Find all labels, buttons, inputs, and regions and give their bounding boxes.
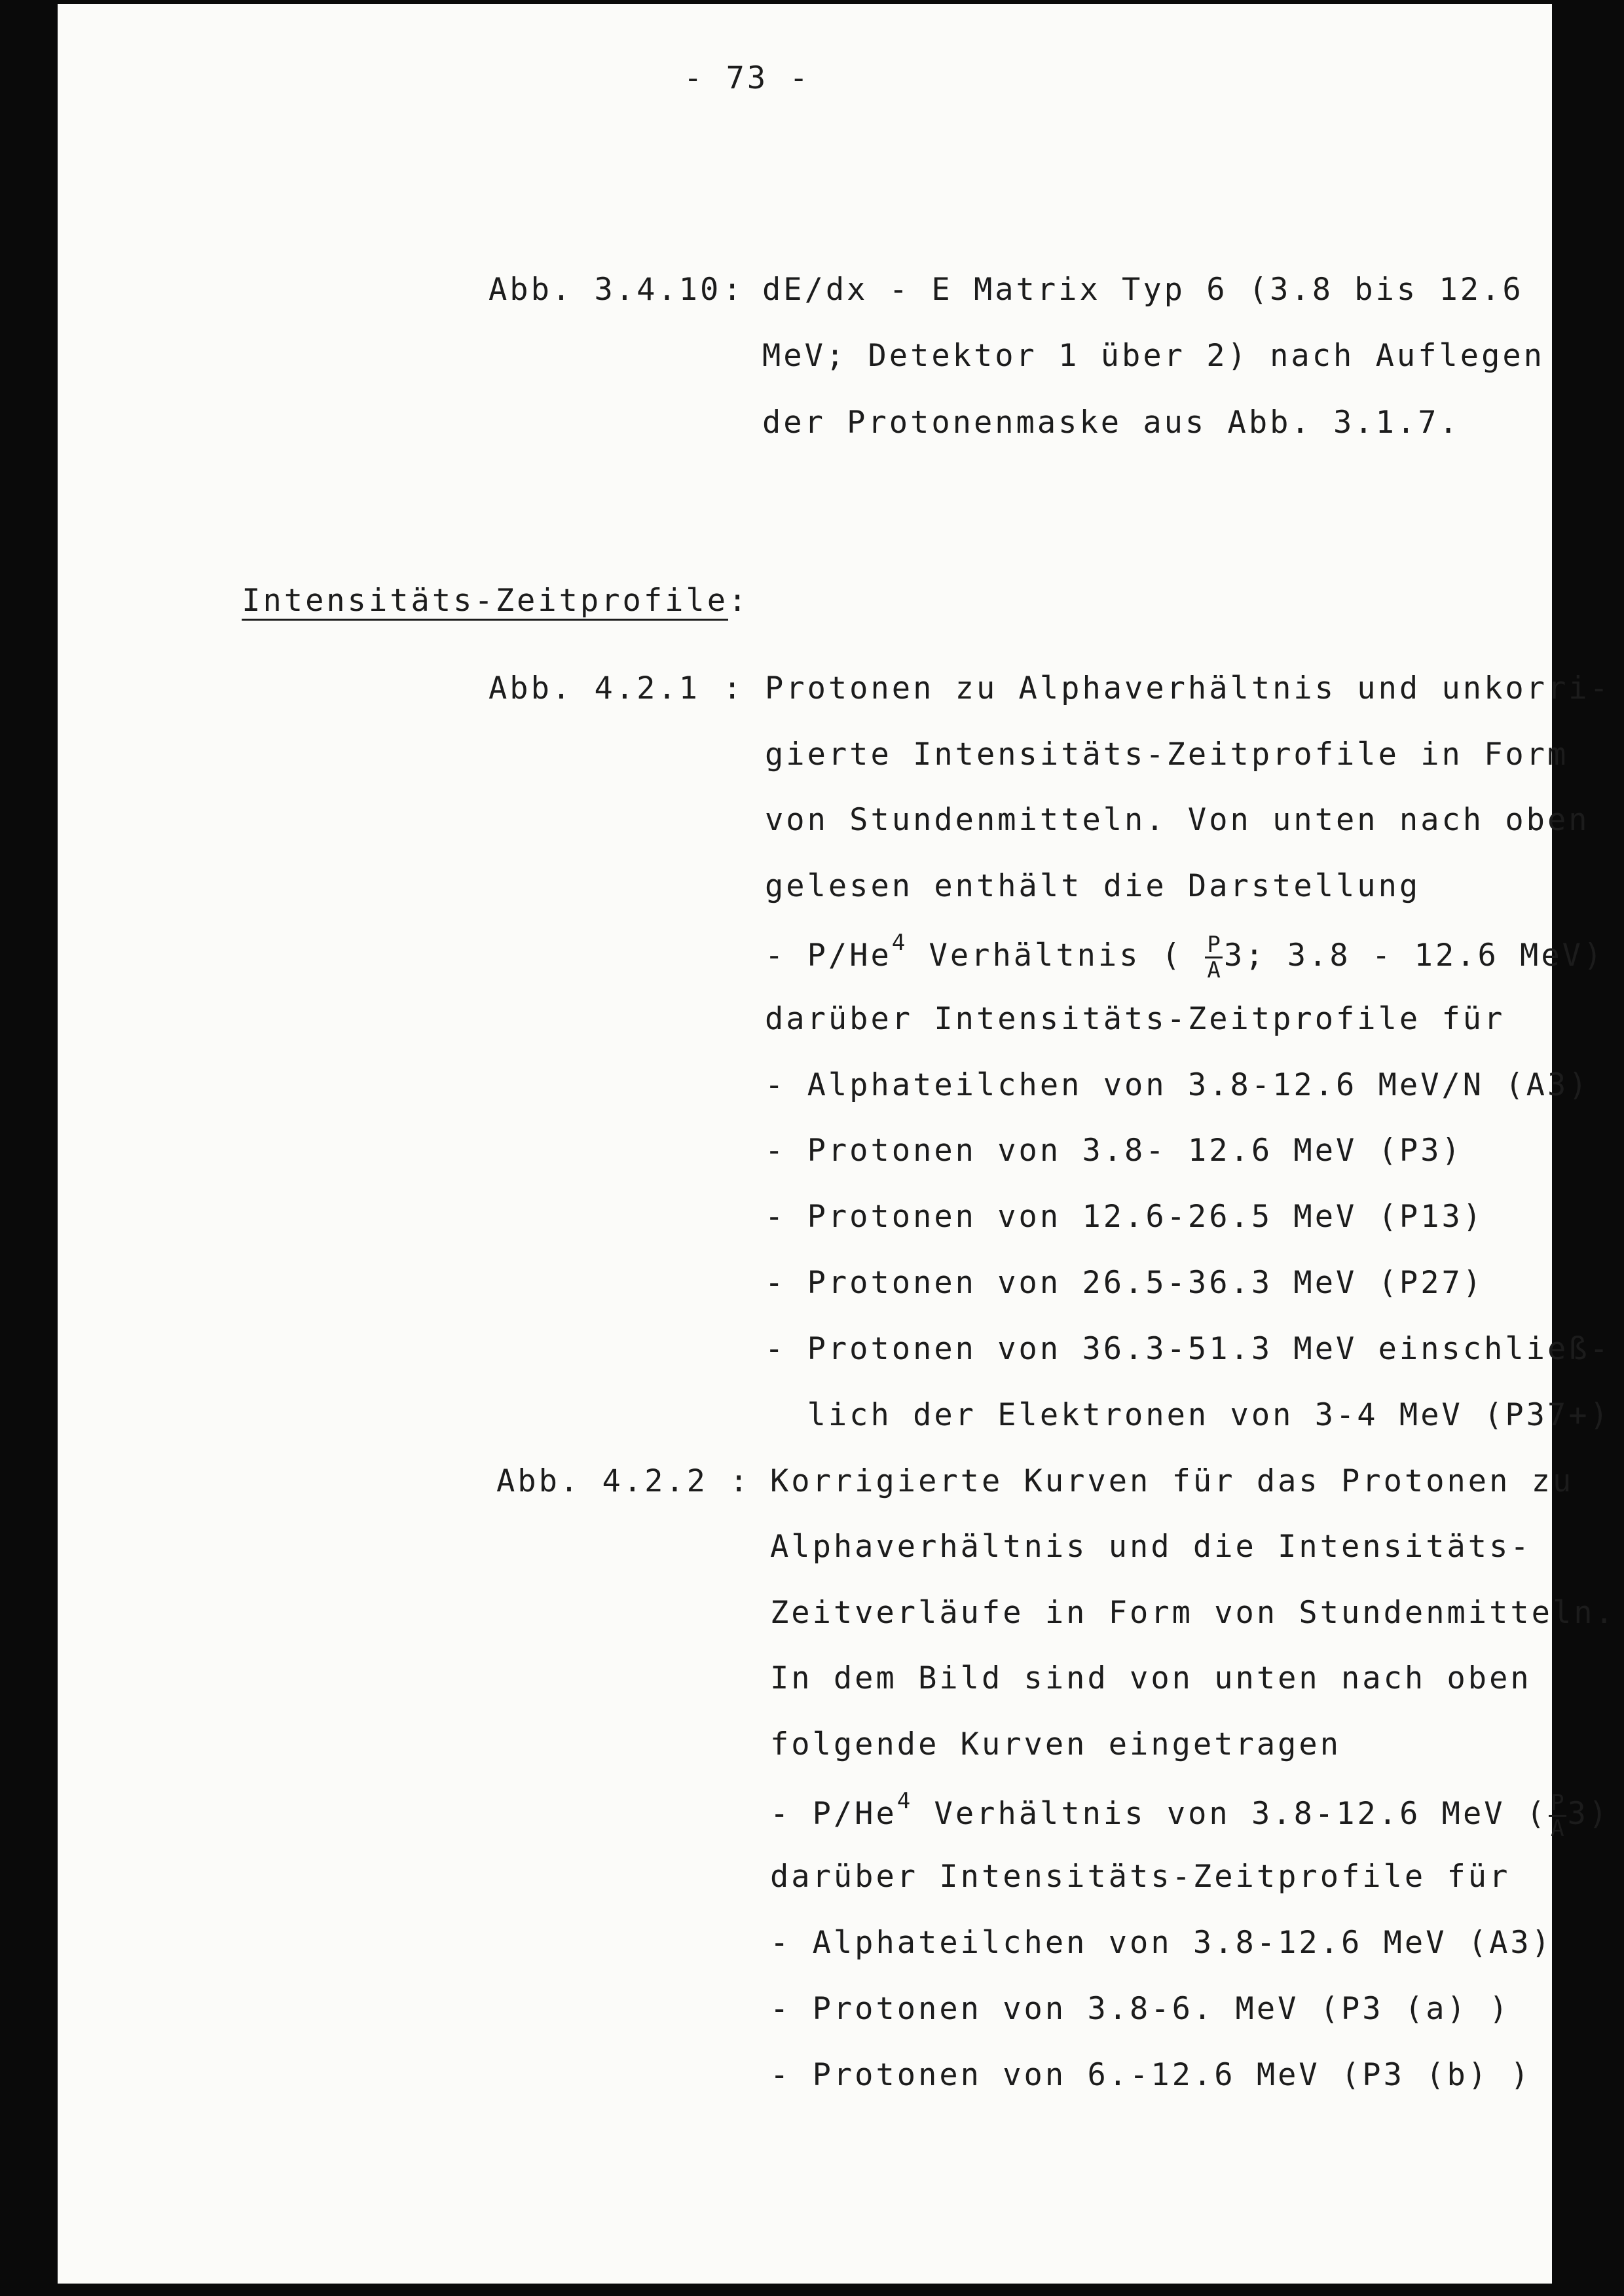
ratio-prefix: - P/He bbox=[765, 938, 892, 974]
ratio-fraction bbox=[1549, 1791, 1566, 1840]
fig-4-2-2-line: Alphaverhältnis und die Intensitäts- bbox=[770, 1529, 1532, 1565]
fig-4-2-1-line: Protonen zu Alphaverhältnis und unkorri- bbox=[765, 670, 1611, 706]
fig-4-2-1-line: lich der Elektronen von 3-4 MeV (P37+) bbox=[765, 1397, 1611, 1433]
ratio-mid: Verhältnis ( bbox=[908, 938, 1204, 974]
fig-4-2-2-line: - Protonen von 6.-12.6 MeV (P3 (b) ) bbox=[770, 2057, 1532, 2093]
fig-4-2-2-line: darüber Intensitäts-Zeitprofile für bbox=[770, 1859, 1511, 1895]
fraction-numerator: P bbox=[1205, 933, 1222, 958]
fig-4-2-1-line: - Protonen von 12.6-26.5 MeV (P13) bbox=[765, 1199, 1485, 1235]
fig-4-2-1-line: von Stundenmitteln. Von unten nach oben bbox=[765, 802, 1590, 838]
fig-4-2-2-line: Zeitverläufe in Form von Stundenmitteln. bbox=[770, 1595, 1616, 1631]
ratio-superscript: 4 bbox=[891, 930, 908, 956]
fig-4-2-2-line: - Protonen von 3.8-6. MeV (P3 (a) ) bbox=[770, 1991, 1511, 2027]
fig-3-4-10-colon: : bbox=[723, 272, 745, 308]
fig-4-2-2-line: Korrigierte Kurven für das Protonen zu bbox=[770, 1463, 1574, 1499]
ratio-suffix: 3) bbox=[1567, 1796, 1610, 1832]
ratio-suffix: 3; 3.8 - 12.6 MeV) bbox=[1223, 938, 1605, 974]
fig-4-2-2-colon: : bbox=[729, 1463, 751, 1499]
fig-4-2-1-line: darüber Intensitäts-Zeitprofile für bbox=[765, 1001, 1505, 1037]
fig-3-4-10-line: dE/dx - E Matrix Typ 6 (3.8 bis 12.6 bbox=[762, 272, 1524, 308]
fig-4-2-1-line: - Alphateilchen von 3.8-12.6 MeV/N (A3) bbox=[765, 1067, 1590, 1103]
fig-4-2-1-ratio-line bbox=[765, 930, 1605, 983]
fig-4-2-2-line: - Alphateilchen von 3.8-12.6 MeV (A3) bbox=[770, 1925, 1553, 1961]
ratio-mid: Verhältnis von 3.8-12.6 MeV ( bbox=[913, 1796, 1548, 1832]
fig-3-4-10-line: MeV; Detektor 1 über 2) nach Auflegen bbox=[762, 338, 1545, 374]
section-heading-colon: : bbox=[728, 583, 750, 619]
ratio-fraction bbox=[1205, 933, 1222, 982]
fig-4-2-2-line: In dem Bild sind von unten nach oben bbox=[770, 1660, 1532, 1696]
fig-4-2-1-line: - Protonen von 36.3-51.3 MeV einschließ- bbox=[765, 1331, 1611, 1367]
fraction-denominator: A bbox=[1207, 957, 1221, 983]
fig-3-4-10-label: Abb. 3.4.10 bbox=[489, 272, 722, 308]
fraction-denominator: A bbox=[1551, 1815, 1564, 1842]
fig-4-2-1-colon: : bbox=[723, 670, 745, 706]
fig-4-2-1-line: - Protonen von 3.8- 12.6 MeV (P3) bbox=[765, 1133, 1463, 1169]
fig-4-2-2-label: Abb. 4.2.2 bbox=[496, 1463, 708, 1499]
fig-3-4-10-line: der Protonenmaske aus Abb. 3.1.7. bbox=[762, 405, 1460, 441]
document-page bbox=[58, 4, 1616, 2284]
section-heading-text: Intensitäts-Zeitprofile bbox=[242, 583, 729, 619]
fig-4-2-1-line: gelesen enthält die Darstellung bbox=[765, 868, 1421, 904]
section-heading bbox=[157, 542, 749, 660]
ratio-prefix: - P/He bbox=[770, 1796, 897, 1832]
fig-4-2-1-line: - Protonen von 26.5-36.3 MeV (P27) bbox=[765, 1265, 1485, 1301]
fig-4-2-2-ratio-line bbox=[770, 1788, 1610, 1842]
ratio-superscript: 4 bbox=[896, 1788, 913, 1814]
page-number: - 73 - bbox=[684, 60, 811, 96]
fraction-numerator: P bbox=[1549, 1791, 1566, 1817]
fig-4-2-2-line: folgende Kurven eingetragen bbox=[770, 1726, 1342, 1762]
fig-4-2-1-label: Abb. 4.2.1 bbox=[489, 670, 700, 706]
fig-4-2-1-line: gierte Intensitäts-Zeitprofile in Form bbox=[765, 737, 1569, 773]
